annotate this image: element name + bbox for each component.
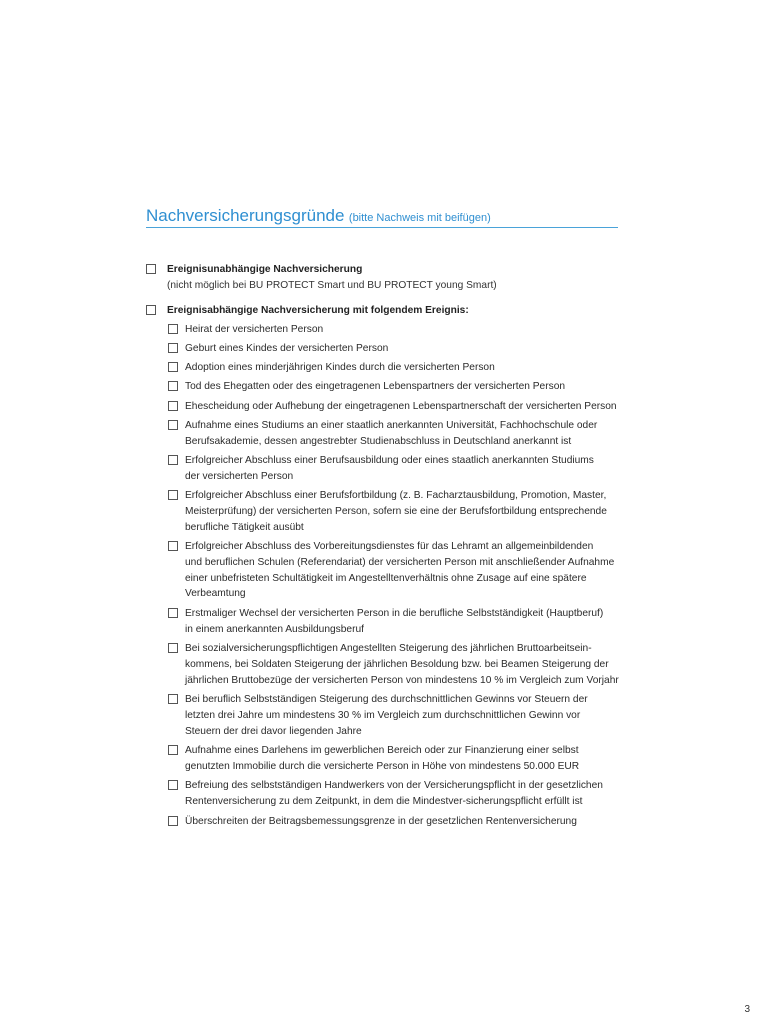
checkbox[interactable]	[168, 490, 178, 500]
event-item	[168, 743, 725, 775]
checkbox[interactable]	[168, 694, 178, 704]
section-subtitle: (bitte Nachweis mit beifügen)	[348, 212, 491, 224]
event-item	[168, 322, 725, 338]
checkbox[interactable]	[168, 420, 178, 430]
checkbox[interactable]	[168, 362, 178, 372]
section-title: Nachversicherungsgründe	[146, 206, 345, 225]
event-text-line: Erfolgreicher Abschluss einer Berufsfortbildung (z. B. Facharztausbildung, Promotion, Master,	[185, 490, 607, 501]
event-text-line: genutzten Immobilie durch die versicherte Person in Höhe von mindestens 50.000 EUR	[185, 760, 580, 772]
event-text-line: Heirat der versicherten Person	[185, 324, 324, 335]
checkbox[interactable]	[168, 780, 178, 790]
event-item	[168, 488, 725, 535]
event-text-line: Bei beruflich Selbstständigen Steigerung des durchschnittlichen Gewinns vor Steuern der	[185, 694, 588, 705]
event-text-line: Aufnahme eines Darlehens im gewerblichen Bereich oder zur Finanzierung einer selbst	[185, 745, 579, 756]
option-event-independent	[146, 262, 706, 293]
event-item	[168, 379, 725, 395]
event-item	[168, 539, 725, 602]
checkbox[interactable]	[168, 343, 178, 353]
checkbox[interactable]	[168, 816, 178, 826]
event-item	[168, 360, 725, 376]
event-text-line: Verbeamtung	[185, 588, 246, 600]
checkbox[interactable]	[168, 401, 178, 411]
event-text-line: berufliche Tätigkeit ausübt	[185, 521, 304, 533]
event-text-line: Meisterprüfung) der versicherten Person, sofern sie eine der Berufsfortbildung entsprechende	[185, 505, 607, 517]
checkbox[interactable]	[168, 745, 178, 755]
checkbox[interactable]	[168, 324, 178, 334]
checkbox-event-independent[interactable]	[146, 264, 156, 274]
event-text-line: der versicherten Person	[185, 470, 294, 482]
event-item	[168, 606, 725, 638]
checkbox[interactable]	[168, 381, 178, 391]
event-text-line: letzten drei Jahre um mindestens 30 % im Vergleich zum durchschnittlichen Gewinn vor	[185, 709, 581, 721]
event-text-line: Berufsakademie, dessen angestrebter Studienabschluss in Deutschland anerkannt ist	[185, 435, 572, 447]
option-label: Ereignisunabhängige Nachversicherung	[167, 264, 363, 275]
event-text-line: Rentenversicherung zu dem Zeitpunkt, in dem die Mindestver-sicherungspflicht erfüllt ist	[185, 795, 583, 807]
event-text-line: in einem anerkannten Ausbildungsberuf	[185, 623, 364, 635]
page-number: 3	[744, 1004, 750, 1015]
event-item	[168, 453, 725, 485]
event-text-line: Überschreiten der Beitragsbemessungsgrenze in der gesetzlichen Rentenversicherung	[185, 816, 577, 827]
checkbox[interactable]	[168, 608, 178, 618]
event-text-line: Erfolgreicher Abschluss des Vorbereitungsdienstes für das Lehramt an allgemeinbildenden	[185, 541, 594, 552]
section-heading	[146, 206, 618, 228]
event-item	[168, 418, 725, 450]
event-text-line: Erstmaliger Wechsel der versicherten Person in die berufliche Selbstständigkeit (Hauptberuf)	[185, 608, 604, 619]
event-text-line: Erfolgreicher Abschluss einer Berufsausbildung oder eines staatlich anerkannten Studiums	[185, 455, 594, 466]
event-text-line: Ehescheidung oder Aufhebung der eingetragenen Lebenspartnerschaft der versicherten Person	[185, 401, 617, 412]
event-text-line: und beruflichen Schulen (Referendariat) der versicherten Person mit anschließender Aufnahme	[185, 556, 615, 568]
event-text-line: Aufnahme eines Studiums an einer staatlich anerkannten Universität, Fachhochschule oder	[185, 420, 598, 431]
checkbox[interactable]	[168, 643, 178, 653]
event-item	[168, 341, 725, 357]
event-text-line: Bei sozialversicherungspflichtigen Angestellten Steigerung des jährlichen Bruttoarbeitsein-	[185, 643, 592, 654]
event-text-line: Steuern der drei davor liegenden Jahre	[185, 725, 362, 737]
event-text-line: Tod des Ehegatten oder des eingetragenen Lebenspartners der versicherten Person	[185, 381, 566, 392]
checkbox[interactable]	[168, 541, 178, 551]
event-text-line: kommens, bei Soldaten Steigerung der jährlichen Besoldung bzw. bei Beamen Steigerung der	[185, 658, 609, 670]
event-text-line: Geburt eines Kindes der versicherten Person	[185, 343, 389, 354]
event-text-line: einer unbefristeten Schultätigkeit im Angestelltenverhältnis ohne Zusage auf eine spätere	[185, 572, 587, 584]
event-item	[168, 641, 725, 688]
event-text-line: Adoption eines minderjährigen Kindes durch die versicherten Person	[185, 362, 495, 373]
option-note: (nicht möglich bei BU PROTECT Smart und BU PROTECT young Smart)	[167, 279, 497, 291]
checkbox-event-dependent[interactable]	[146, 305, 156, 315]
checkbox[interactable]	[168, 455, 178, 465]
event-text-line: jährlichen Bruttobezüge der versicherten Person von mindestens 10 % im Vergleich zum Vorjahr	[185, 674, 619, 686]
event-item	[168, 692, 725, 739]
event-text-line: Befreiung des selbstständigen Handwerkers von der Versicherungspflicht in der gesetzlichen	[185, 780, 603, 791]
event-item	[168, 778, 725, 810]
option-event-dependent	[146, 303, 706, 319]
event-item	[168, 399, 725, 415]
option-label: Ereignisabhängige Nachversicherung mit folgendem Ereignis:	[167, 305, 469, 316]
event-item	[168, 814, 725, 830]
